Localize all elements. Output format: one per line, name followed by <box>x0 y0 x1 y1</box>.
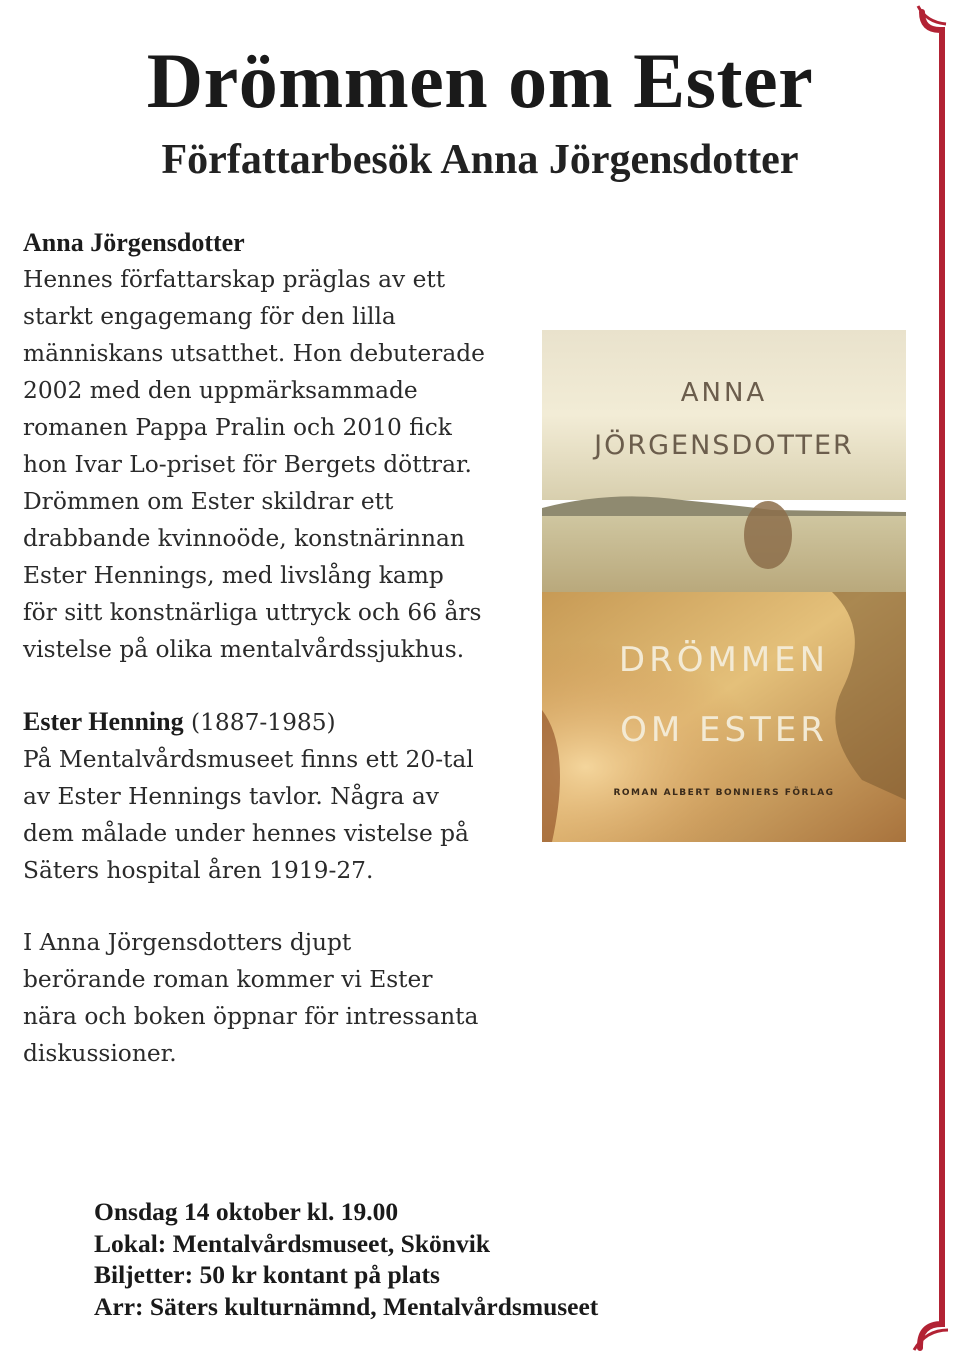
ester-heading-line <box>23 703 474 741</box>
cover-sky <box>542 330 906 500</box>
poster-subtitle: Författarbesök Anna Jörgensdotter <box>161 137 799 183</box>
author-line: 2002 med den uppmärksammade <box>23 377 418 404</box>
author-line: människans utsatthet. Hon debuterade <box>23 340 485 367</box>
author-line: romanen Pappa Pralin och 2010 fick <box>23 414 452 441</box>
cover-author-last: JÖRGENSDOTTER <box>594 430 854 461</box>
event-details <box>94 1196 598 1322</box>
event-tickets: Biljetter: 50 kr kontant på plats <box>94 1260 440 1289</box>
novel-line: diskussioner. <box>23 1040 177 1067</box>
event-date: Onsdag 14 oktober kl. 19.00 <box>94 1197 399 1226</box>
ester-line: På Mentalvårdsmuseet finns ett 20-tal <box>23 746 474 773</box>
ester-years: (1887-1985) <box>183 709 336 736</box>
ester-section <box>23 703 474 889</box>
ester-line: av Ester Hennings tavlor. Några av <box>23 783 439 810</box>
cover-figure <box>744 501 792 569</box>
author-line: Hennes författarskap präglas av ett <box>23 266 446 293</box>
author-line: drabbande kvinnoöde, konstnärinnan <box>23 525 465 552</box>
author-section <box>23 224 485 668</box>
book-cover <box>542 330 906 842</box>
cover-title-line1: DRÖMMEN <box>618 640 830 680</box>
author-line: Drömmen om Ester skildrar ett <box>23 488 394 515</box>
novel-section <box>23 924 478 1072</box>
event-venue: Lokal: Mentalvårdsmuseet, Skönvik <box>94 1228 490 1258</box>
novel-line: I Anna Jörgensdotters djupt <box>23 929 352 956</box>
cover-publisher: ROMAN ALBERT BONNIERS FÖRLAG <box>613 788 835 798</box>
ester-line: Säters hospital åren 1919-27. <box>23 857 374 884</box>
novel-line: berörande roman kommer vi Ester <box>23 966 433 993</box>
author-line: starkt engagemang för den lilla <box>23 303 396 330</box>
cover-author-first: ANNA <box>680 378 768 408</box>
cover-water <box>542 516 906 596</box>
author-line: vistelse på olika mentalvårdssjukhus. <box>23 636 465 663</box>
cover-title-line2: OM ESTER <box>620 710 828 750</box>
author-line: hon Ivar Lo-priset för Bergets döttrar. <box>23 451 472 478</box>
ester-heading: Ester Henning <box>23 707 184 736</box>
frame-border <box>920 12 942 1348</box>
event-organizer: Arr: Säters kulturnämnd, Mentalvårdsmuseet <box>94 1291 599 1321</box>
author-heading: Anna Jörgensdotter <box>23 228 245 257</box>
poster-title: Drömmen om Ester <box>146 37 814 124</box>
ester-line: dem målade under hennes vistelse på <box>23 820 469 847</box>
author-line: Ester Hennings, med livslång kamp <box>23 562 444 589</box>
novel-line: nära och boken öppnar för intressanta <box>23 1003 479 1030</box>
author-line: för sitt konstnärliga uttryck och 66 års <box>23 599 482 626</box>
